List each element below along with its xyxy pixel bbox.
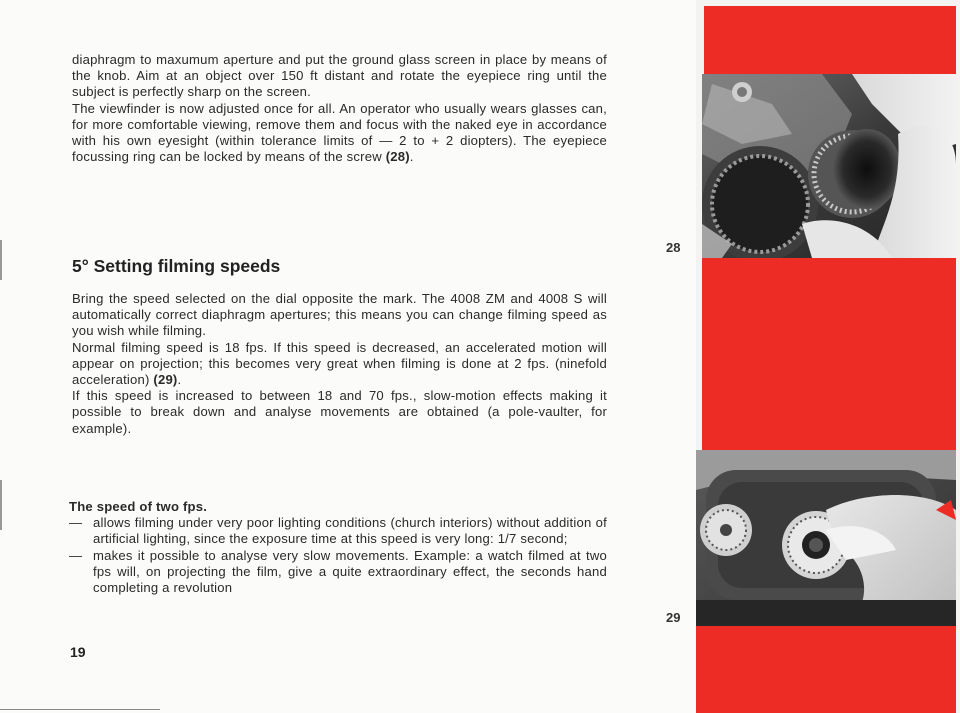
section-paragraph-2-text: Normal filming speed is 18 fps. If this speed is decreased, an accelerated motion will appear on projection; this becomes very great when filming is done at 2 fps. (ninefold acceleration) (72, 339, 607, 388)
intro-paragraph-2 (72, 101, 607, 166)
photo-eyepiece-focusing (702, 74, 956, 258)
two-fps-block (69, 499, 607, 596)
bullet-dash: — (69, 515, 83, 531)
intro-paragraph-1: diaphragm to maxumum aperture and put the ground glass screen in place by means of the knob. Aim at an object over 150 ft distant and rotate the eyepiece ring until the subject is perfectly sharp on the screen. (72, 52, 607, 100)
two-fps-bullet-1 (69, 515, 607, 547)
scan-edge-mark (0, 480, 2, 530)
red-color-block-top (704, 6, 956, 74)
red-color-block-bottom (696, 626, 956, 713)
scan-edge-mark (0, 240, 2, 280)
illustration-strip (696, 0, 960, 713)
figure-label-29: 29 (666, 610, 681, 625)
speed-dial-photo-image (696, 450, 956, 626)
section-heading: 5° Setting filming speeds (72, 256, 281, 276)
page-number: 19 (70, 644, 86, 660)
two-fps-subheading: The speed of two fps. (69, 499, 208, 514)
two-fps-bullet-2-text: makes it possible to analyse very slow movements. Example: a watch filmed at two fps will, on projecting the film, give a quite extraordinary effect, the seconds hand completing a revolution (93, 547, 607, 596)
photo-speed-dial (696, 450, 956, 626)
intro-paragraph-2-text: The viewfinder is now adjusted once for all. An operator who usually wears glasses can, for more comfortable viewing, remove them and focus with the naked eye in accordance with his own eyesight (within tolerance limits of — 2 to + 2 diopters). The eyepiece focussing ring can be locked by means of the screw (72, 100, 607, 165)
figure-reference-28: (28) (385, 149, 410, 165)
red-color-block-middle (702, 258, 956, 450)
two-fps-bullet-1-text: allows filming under very poor lighting conditions (church interiors) without addition of artificial lighting, since the exposure time at this speed is very long: 1/7 second; (93, 515, 607, 547)
section-text-block (72, 291, 607, 437)
scan-bottom-line (0, 709, 160, 710)
section-paragraph-2-end: . (177, 372, 182, 388)
section-paragraph-1: Bring the speed selected on the dial opposite the mark. The 4008 ZM and 4008 S will automatically correct diaphragm apertures; this means you can change filming speed as you wish while filming. (72, 291, 607, 339)
section-paragraph-2 (72, 340, 607, 389)
eyepiece-photo-image (702, 74, 956, 258)
figure-label-28: 28 (666, 240, 681, 255)
intro-paragraph-2-end: . (409, 149, 414, 165)
intro-text-block (72, 52, 607, 165)
section-paragraph-3: If this speed is increased to between 18 and 70 fps., slow-motion effects making it possible to break down and analyse movements are obtained (a pole-vaulter, for example). (72, 388, 607, 436)
two-fps-bullet-2 (69, 548, 607, 597)
bullet-dash: — (69, 547, 83, 563)
figure-reference-29: (29) (153, 372, 178, 388)
